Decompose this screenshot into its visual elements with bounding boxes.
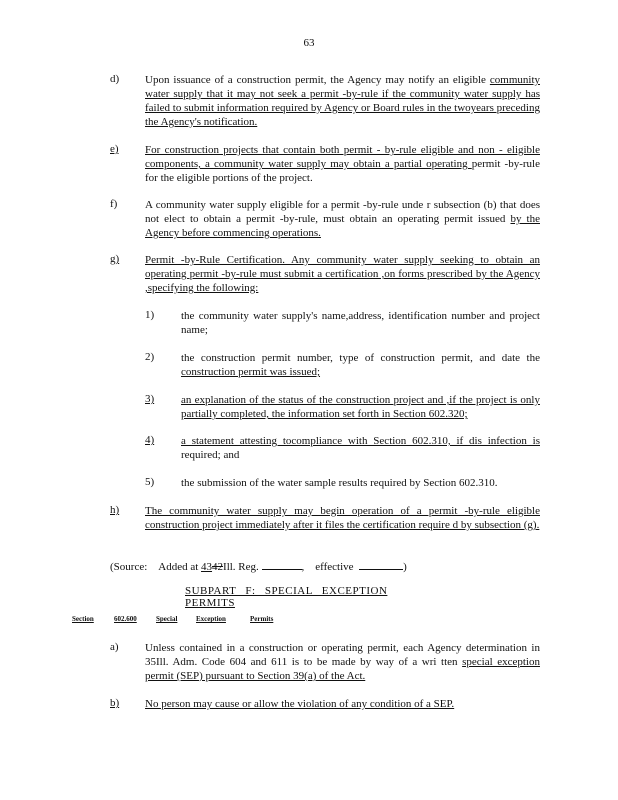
item-label-e: e) [110,143,119,155]
subitem-text-5-plain: the submission of the water sample results required by Section 602.310. [181,477,498,489]
item-text-b [145,697,540,711]
item-label-b: b) [110,697,120,709]
subitem-text-1-plain: the community water supply's name,address, identification number and project name; [181,310,540,336]
item-text-f-inserted: by the Agency before commencing operations. [145,213,540,239]
section-heading-word3: Permits [250,615,274,623]
subitem-text-5 [181,476,540,490]
subitem-text-4-inserted: a statement attesting tocompliance with Section 602.310, if dis infection is [181,435,540,447]
item-text-h [145,504,540,532]
item-text-a-inserted: special exception permit (SEP) pursuant to Section 39(a) of the Act. [145,656,540,682]
subitem-label-1: 1) [145,309,155,321]
section-heading-label: Section [72,615,94,623]
source-note: (Source: Added at 4342Ill. Reg. , effective ) [110,558,550,573]
subitem-label-5: 5) [145,476,155,488]
subitem-text-2-inserted: construction permit was issued; [181,366,321,378]
section-heading-word2: Exception [196,615,226,623]
subitem-text-3-inserted: an explanation of the status of the construction project and ,if the project is only partially completed, the information set forth in Section 602.320; [181,394,540,420]
item-text-h-inserted: The community water supply may begin operation of a permit -by-rule eligible construction project immediately after it files the certification require d by subsection (g). [145,505,540,531]
section-heading-number: 602.600 [114,615,137,623]
item-label-h: h) [110,504,120,516]
section-heading-word1: Special [156,615,178,623]
subitem-label-3: 3) [145,393,155,405]
subitem-label-4: 4) [145,434,155,446]
source-effective-blank [359,558,403,570]
subitem-text-2-plain: the construction permit number, type of construction permit, and date the [181,352,540,364]
item-text-a [145,641,540,683]
item-text-d-inserted: community water supply that it may not seek a permit -by-rule if the community water supply has failed to submit information required by Agency or Board rules in the twoyears preceding the Agency's notification. [145,74,540,128]
item-text-f [145,198,540,240]
source-volume-new: 43 [201,561,213,573]
source-reg: Ill. Reg. [223,561,259,573]
item-text-e-plain: permit -by-rule for the eligible portions of the project. [145,158,540,184]
source-volume-old: 42 [212,561,224,573]
item-text-d-plain: Upon issuance of a construction permit, the Agency may notify an eligible [145,74,490,86]
source-added: Added at [158,561,199,573]
subitem-label-2: 2) [145,351,155,363]
source-close: ) [403,561,407,573]
subitem-text-4-plain: required; and [181,449,240,461]
item-label-g: g) [110,253,120,265]
subpart-title: SUBPART F: SPECIAL EXCEPTION PERMITS [185,585,388,609]
item-text-g [145,253,540,295]
page-number: 63 [303,37,315,49]
item-text-b-inserted: No person may cause or allow the violation of any condition of a SEP. [145,698,455,710]
item-label-a: a) [110,641,119,653]
item-text-a-plain: Unless contained in a construction or operating permit, each Agency determination in 35Ill. Adm. Code 604 and 611 is to be made by way of a wri tten [145,642,540,668]
source-prefix: (Source: [110,561,148,573]
item-text-f-plain: A community water supply eligible for a permit -by-rule unde r subsection (b) that does not elect to obtain a permit -by-rule, must obtain an operating permit issued [145,199,540,225]
item-text-d [145,73,540,129]
item-text-g-inserted: Permit -by-Rule Certification. Any community water supply seeking to obtain an operating permit -by-rule must submit a certification ,on forms prescribed by the Agency ,specifying the following: [145,254,540,294]
section-heading [72,615,292,623]
source-effective: effective [315,561,354,573]
subitem-text-3 [181,393,540,421]
subitem-text-1 [181,309,540,337]
item-label-d: d) [110,73,120,85]
item-label-f: f) [110,198,118,210]
subitem-text-2 [181,351,540,379]
item-text-e [145,143,540,185]
item-text-e-inserted: For construction projects that contain both permit - by-rule eligible and non - eligible components, a community water supply may obtain a partial operating [145,144,540,170]
subitem-text-4 [181,434,540,462]
source-reg-blank [262,558,302,570]
